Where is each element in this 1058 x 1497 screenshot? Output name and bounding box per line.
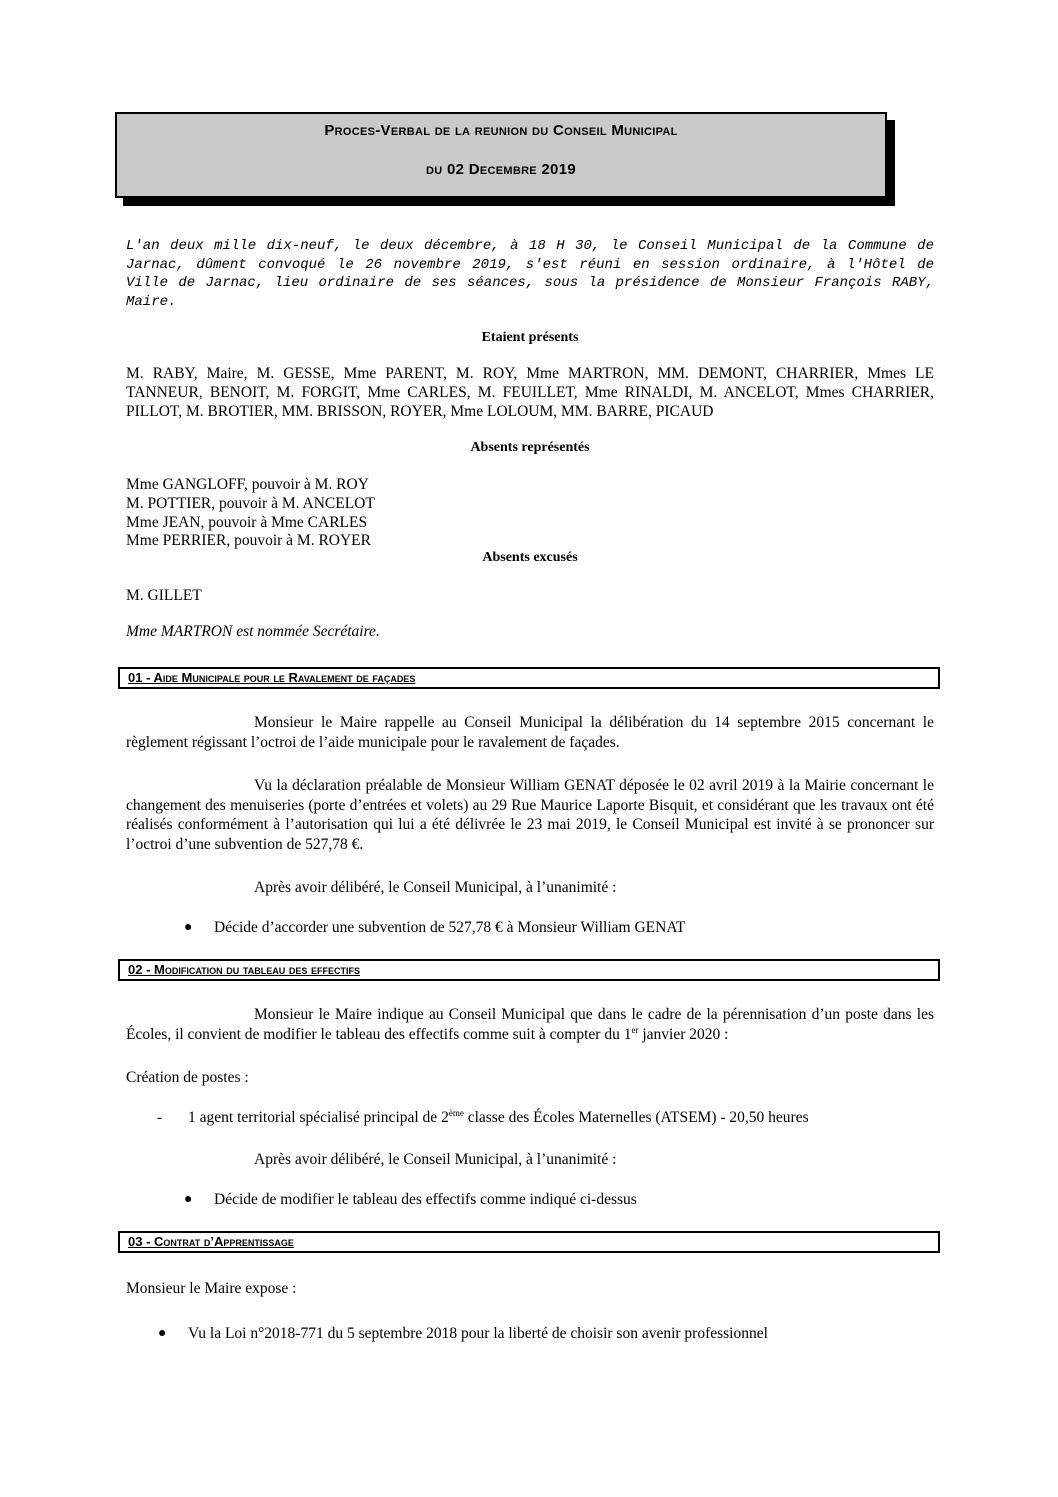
section-02-paragraph-1-text: Monsieur le Maire indique au Conseil Municipal que dans le cadre de la pérennisation d’un poste dans les Écoles, il convient de modifier le tableau des effectifs comme suit à compter du 1 [126, 1006, 934, 1043]
document-title-box [115, 112, 887, 198]
section-03-bullet-text: Vu la Loi n°2018-771 du 5 septembre 2018 pour la liberté de choisir son avenir professionnel [188, 1325, 768, 1342]
section-01-paragraph-2: Vu la déclaration préalable de Monsieur William GENAT déposée le 02 avril 2019 à la Mairie concernant le changement des menuiseries (porte d’entrées et volets) au 29 Rue Maurice Laporte Bisquit, et considérant que les travaux ont été réalisés conformément à l’autorisation qui lui a été délivrée le 23 mai 2019, le Conseil Municipal est invité à se prononcer sur l’octroi d’une subvention de 527,78 €. [126, 777, 934, 853]
section-02-item [126, 1107, 809, 1127]
represented-line: M. POTTIER, pouvoir à M. ANCELOT [126, 495, 375, 512]
section-02-header [118, 959, 940, 981]
section-01-decision-intro: Après avoir délibéré, le Conseil Municipal, à l’unanimité : [254, 879, 617, 896]
section-02-item-label: 1 agent territorial spécialisé principal de 2 [188, 1109, 449, 1126]
section-03-title: 03 - Contrat d’Apprentissage [128, 1234, 294, 1249]
section-03-bullet [158, 1324, 768, 1343]
excused-heading: Absents excusés [482, 550, 578, 565]
section-03-header [118, 1231, 940, 1253]
section-01-paragraph-1: Monsieur le Maire rappelle au Conseil Municipal la délibération du 14 septembre 2015 concernant le règlement régissant l’octroi de l’aide municipale pour le ravalement de façades. [126, 714, 934, 751]
section-02-decision [184, 1190, 637, 1209]
section-02-decision-text: Décide de modifier le tableau des effectifs comme indiqué ci-dessus [214, 1191, 637, 1208]
represented-heading: Absents représentés [470, 440, 590, 455]
presents-list: M. RABY, Maire, M. GESSE, Mme PARENT, M. ROY, Mme MARTRON, MM. DEMONT, CHARRIER, Mmes LE TANNEUR, BENOIT, M. FORGIT, Mme CARLES, M. FEUILLET, Mme RINALDI, M. ANCELOT, Mmes CHARRIER, PILLOT, M. BROTIER, MM. BRISSON, ROYER, Mme LOLOUM, MM. BARRE, PICAUD [126, 365, 934, 420]
section-02-item-text [188, 1109, 809, 1126]
represented-line: Mme JEAN, pouvoir à Mme CARLES [126, 514, 368, 531]
intro-paragraph: L'an deux mille dix-neuf, le deux décembre, à 18 H 30, le Conseil Municipal de la Commune de Jarnac, dûment convoqué le 26 novembre 2019, s'est réuni en session ordinaire, à l'Hôtel de Ville de Jarnac, lieu ordinaire de ses séances, sous la présidence de Monsieur François RABY, Maire. [126, 238, 934, 310]
ordinal-superscript: er [631, 1024, 639, 1035]
section-01-decision-text: Décide d’accorder une subvention de 527,78 € à Monsieur William GENAT [214, 919, 686, 936]
section-03-expose: Monsieur le Maire expose : [126, 1280, 297, 1297]
section-01-header [118, 667, 940, 689]
section-01-title: 01 - Aide Municipale pour le Ravalement de façades [128, 670, 416, 685]
excused-list: M. GILLET [126, 587, 202, 604]
represented-line: Mme GANGLOFF, pouvoir à M. ROY [126, 476, 369, 493]
bullet-icon: ● [158, 1326, 167, 1341]
section-01-decision [184, 918, 686, 937]
document-date: du 02 Decembre 2019 [426, 161, 576, 178]
ordinal-superscript: ème [448, 1107, 464, 1118]
section-02-paragraph-1-end: janvier 2020 : [638, 1025, 729, 1043]
bullet-icon: ● [184, 1192, 193, 1207]
section-02-item-label-end: classe des Écoles Maternelles (ATSEM) - 20,50 heures [463, 1109, 809, 1126]
secretary-note: Mme MARTRON est nommée Secrétaire. [126, 623, 380, 640]
section-02-decision-intro: Après avoir délibéré, le Conseil Municipal, à l’unanimité : [254, 1151, 617, 1168]
presents-heading: Etaient présents [481, 330, 579, 345]
section-02-title: 02 - Modification du tableau des effectifs [128, 962, 360, 977]
bullet-icon: ● [184, 920, 193, 935]
document-title: Proces-Verbal de la reunion du Conseil Municipal [324, 122, 678, 139]
dash-icon: - [157, 1109, 163, 1126]
section-02-creation-label: Création de postes : [126, 1069, 249, 1086]
section-02-paragraph-1 [126, 1005, 934, 1044]
represented-line: Mme PERRIER, pouvoir à M. ROYER [126, 532, 371, 549]
